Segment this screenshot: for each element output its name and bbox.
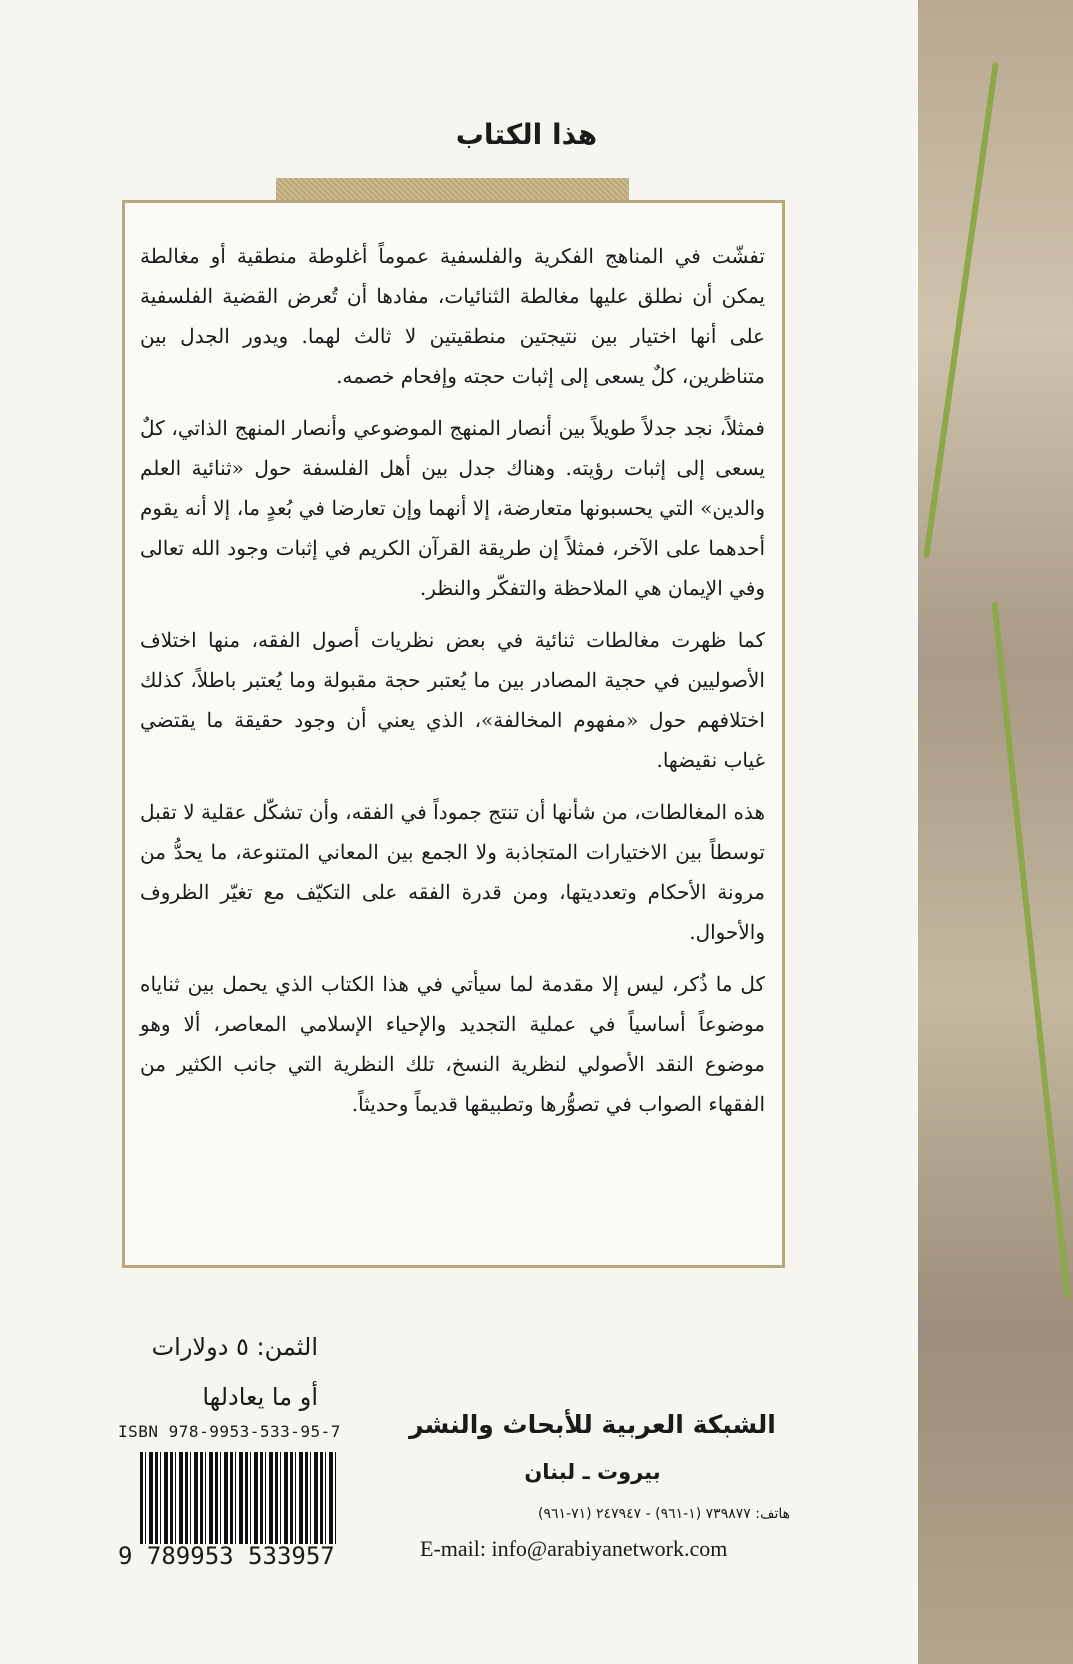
- paragraph: فمثلاً، نجد جدلاً طويلاً بين أنصار المنهج الموضوعي وأنصار المنهج الذاتي، كلٌ يسعى إلى إثبات رؤيته. وهناك جدل بين أهل الفلسفة حول «ثنائية العلم والدين» التي يحسبونها متعارضة، إلا أنهما وإن تعارضا في بُعدٍ ما، إلا أنه يقوم أحدهما على الآخر، فمثلاً إن طريقة القرآن الكريم في إثبات وجود الله تعالى وفي الإيمان هي الملاحظة والتفكّر والنظر.: [140, 416, 765, 600]
- cover-artwork-strip: [918, 0, 1073, 1664]
- heading: هذا الكتاب: [455, 118, 598, 151]
- paragraph: هذه المغالطات، من شأنها أن تنتج جموداً في الفقه، وأن تشكّل عقلية لا تقبل توسطاً بين الاختيارات المتجاذبة ولا الجمع بين المعاني المتنوعة، ما يحدُّ من مرونة الأحكام وتعدديتها، ومن قدرة الفقه على التكيّف مع تغيّر الظروف والأحوال.: [140, 800, 765, 944]
- vine-decoration: [991, 602, 1070, 1299]
- price-equivalent: أو ما يعادلها: [202, 1383, 318, 1411]
- paragraph: كما ظهرت مغالطات ثنائية في بعض نظريات أصول الفقه، منها اختلاف الأصوليين في حجية المصادر بين ما يُعتبر حجة مقبولة وما يُعتبر باطلاً، كذلك اختلافهم حول «مفهوم المخالفة»، الذي يعني أن وجود حقيقة ما يقتضي غياب نقيضها.: [140, 628, 765, 772]
- blurb-text: [140, 236, 765, 1136]
- barcode-digits: 9 789953 533957: [118, 1542, 335, 1570]
- isbn: ISBN 978-9953-533-95-7: [118, 1422, 341, 1441]
- price: [118, 1322, 318, 1422]
- paragraph: كل ما ذُكر، ليس إلا مقدمة لما سيأتي في هذا الكتاب الذي يحمل بين ثناياه موضوعاً أساسياً في عملية التجديد والإحياء الإسلامي المعاصر، ألا وهو موضوع النقد الأصولي لنظرية النسخ، تلك النظرية التي جانب الكثير من الفقهاء الصواب في تصوُّرها وتطبيقها قديماً وحديثاً.: [140, 972, 765, 1116]
- paragraph: تفشّت في المناهج الفكرية والفلسفية عموماً أغلوطة منطقية أو مغالطة يمكن أن نطلق عليها مغالطة الثنائيات، مفادها أن تُعرض القضية الفلسفية على أنها اختيار بين نتيجتين منطقيتين لا ثالث لهما. ويدور الجدل بين متناظرين، كلٌ يسعى إلى إثبات حجته وإفحام خصمه.: [140, 244, 765, 388]
- publisher-city: بيروت ـ لبنان: [524, 1460, 661, 1484]
- gold-bar-decoration: [276, 178, 629, 200]
- publisher-phone: هاتف: ٧٣٩٨٧٧ (١-٩٦١) - ٢٤٧٩٤٧ (٧١-٩٦١): [537, 1506, 790, 1522]
- publisher-name: الشبكة العربية للأبحاث والنشر: [409, 1410, 776, 1439]
- barcode: [140, 1452, 336, 1544]
- publisher-email: E-mail: info@arabiyanetwork.com: [420, 1536, 728, 1561]
- price-line: الثمن: ٥ دولارات: [151, 1333, 318, 1361]
